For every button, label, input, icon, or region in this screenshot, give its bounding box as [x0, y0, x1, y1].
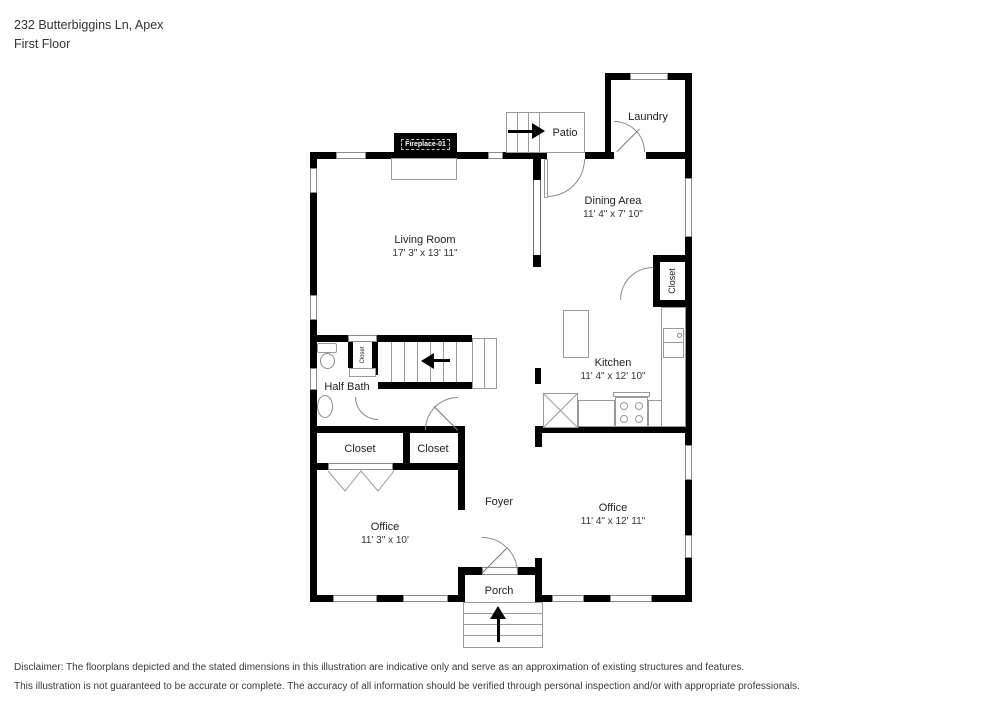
window-bottom-3: [552, 595, 584, 602]
door-arc-closet-kitchen: [620, 267, 653, 300]
kitchen-sink-x: [543, 393, 578, 428]
door-leaf-patio: [544, 159, 548, 198]
faucet-mark: [313, 410, 317, 414]
bifold-doors: [328, 470, 394, 493]
arrow-right-icon: [508, 130, 532, 133]
sink-divider: [663, 342, 684, 343]
wall-closet-kitchen-bottom: [653, 300, 685, 307]
wall-laundry-left: [605, 73, 611, 159]
post-living-dining: [533, 255, 541, 267]
wall-porch-left: [458, 567, 465, 602]
stair-tread: [443, 342, 444, 382]
toilet-tank: [317, 343, 337, 353]
fireplace-label: Fireplace-01: [401, 139, 450, 150]
room-label-office-right: [581, 501, 645, 529]
column-living-dining: [533, 180, 541, 255]
stair-tread: [404, 342, 405, 382]
room-dims: 11' 4" x 12' 10": [580, 371, 646, 382]
room-label-porch: Porch: [484, 585, 514, 597]
stair-tread: [391, 342, 392, 382]
wall-stairs-bottom: [378, 382, 472, 389]
stove-burner: [620, 402, 628, 410]
porch-step-line: [463, 624, 543, 625]
room-label-closet-kitchen: Closet: [667, 268, 677, 294]
room-dims: 11' 4" x 12' 11": [580, 516, 646, 527]
room-dims: 11' 3" x 10': [361, 535, 409, 546]
page-title-address: 232 Butterbiggins Ln, Apex: [14, 18, 164, 32]
window-laundry: [630, 73, 668, 80]
room-label-patio: Patio: [552, 127, 578, 139]
wall-stub-dining: [533, 152, 541, 180]
arrow-up-icon: [497, 618, 500, 642]
room-label-half-bath: Half Bath: [324, 381, 370, 393]
room-name: Living Room: [394, 234, 456, 246]
closet-stairs-door: [349, 368, 376, 377]
bathroom-sink: [317, 395, 333, 418]
room-label-closet-stairs: Closet: [360, 346, 366, 364]
disclaimer-line-1: Disclaimer: The floorplans depicted and the stated dimensions in this illustration are indicative only and serve as an approximation of existing structures and features.: [14, 662, 745, 673]
arrow-left-icon: [421, 353, 434, 369]
room-label-living: [392, 233, 457, 261]
room-name: Office: [598, 502, 628, 514]
kitchen-counter-column: [661, 307, 686, 427]
door-arc-patio: [547, 159, 585, 197]
stove: [615, 397, 648, 427]
window-bottom-4: [610, 595, 652, 602]
door-arc-halfbath: [355, 397, 378, 420]
faucet-mark: [677, 333, 682, 338]
stove-burner: [635, 402, 643, 410]
faucet-mark: [313, 400, 317, 404]
arrow-up-icon: [490, 606, 506, 619]
room-label-closet-left: Closet: [344, 443, 376, 455]
window-right-office-2: [685, 535, 692, 558]
room-name: Dining Area: [584, 195, 642, 207]
room-label-office-left: [361, 520, 409, 548]
stairs-landing-line: [484, 338, 485, 389]
page-title-floor: First Floor: [14, 37, 71, 51]
room-label-closet-right: Closet: [417, 443, 449, 455]
window-right-dining: [685, 178, 692, 237]
window-bottom-1: [333, 595, 377, 602]
window-top-right: [488, 152, 503, 159]
wall-stub-kitchen-entry-high: [535, 368, 541, 384]
stair-tread: [417, 342, 418, 382]
window-bottom-2: [403, 595, 448, 602]
wall-stairs-top: [310, 335, 472, 342]
arrow-left-icon: [434, 359, 450, 362]
kitchen-counter-mid: [578, 400, 615, 427]
disclaimer-line-2: This illustration is not guaranteed to be accurate or complete. The accuracy of all information should be verified through personal inspection and/or with appropriate professionals.: [14, 681, 800, 692]
door-gap-laundry: [614, 151, 646, 160]
room-label-dining: [583, 194, 643, 222]
closet-bifold-track: [328, 463, 393, 470]
window-left-2: [310, 295, 317, 320]
window-left-halfbath: [310, 368, 317, 390]
window-left-1: [310, 168, 317, 193]
porch-step-line: [463, 635, 543, 636]
window-top-living: [336, 152, 366, 159]
kitchen-island: [563, 310, 589, 358]
stove-burner: [635, 415, 643, 423]
room-name: Kitchen: [594, 357, 632, 369]
wall-closet-bottom-2: [393, 463, 463, 470]
room-name: Office: [370, 521, 400, 533]
room-dims: 11' 4" x 7' 10": [583, 209, 643, 220]
room-label-kitchen: [580, 356, 645, 384]
fireplace: [394, 133, 457, 155]
room-label-foyer: Foyer: [484, 496, 514, 508]
room-dims: 17' 3" x 13' 11": [392, 248, 458, 259]
wall-stub-kitchen-entry-low: [535, 433, 542, 447]
stove-burner: [620, 415, 628, 423]
room-label-laundry: Laundry: [628, 111, 668, 123]
stair-tread: [456, 342, 457, 382]
fireplace-hearth: [391, 158, 457, 180]
arrow-right-icon: [532, 123, 545, 139]
wall-porch-right: [535, 558, 542, 602]
toilet-bowl: [320, 353, 335, 369]
window-right-office-1: [685, 445, 692, 480]
wall-closet-bottom-1: [310, 463, 328, 470]
wall-right: [685, 73, 692, 602]
wall-closet-stairs-left: [348, 342, 353, 368]
window-stairs-closet: [348, 335, 377, 342]
